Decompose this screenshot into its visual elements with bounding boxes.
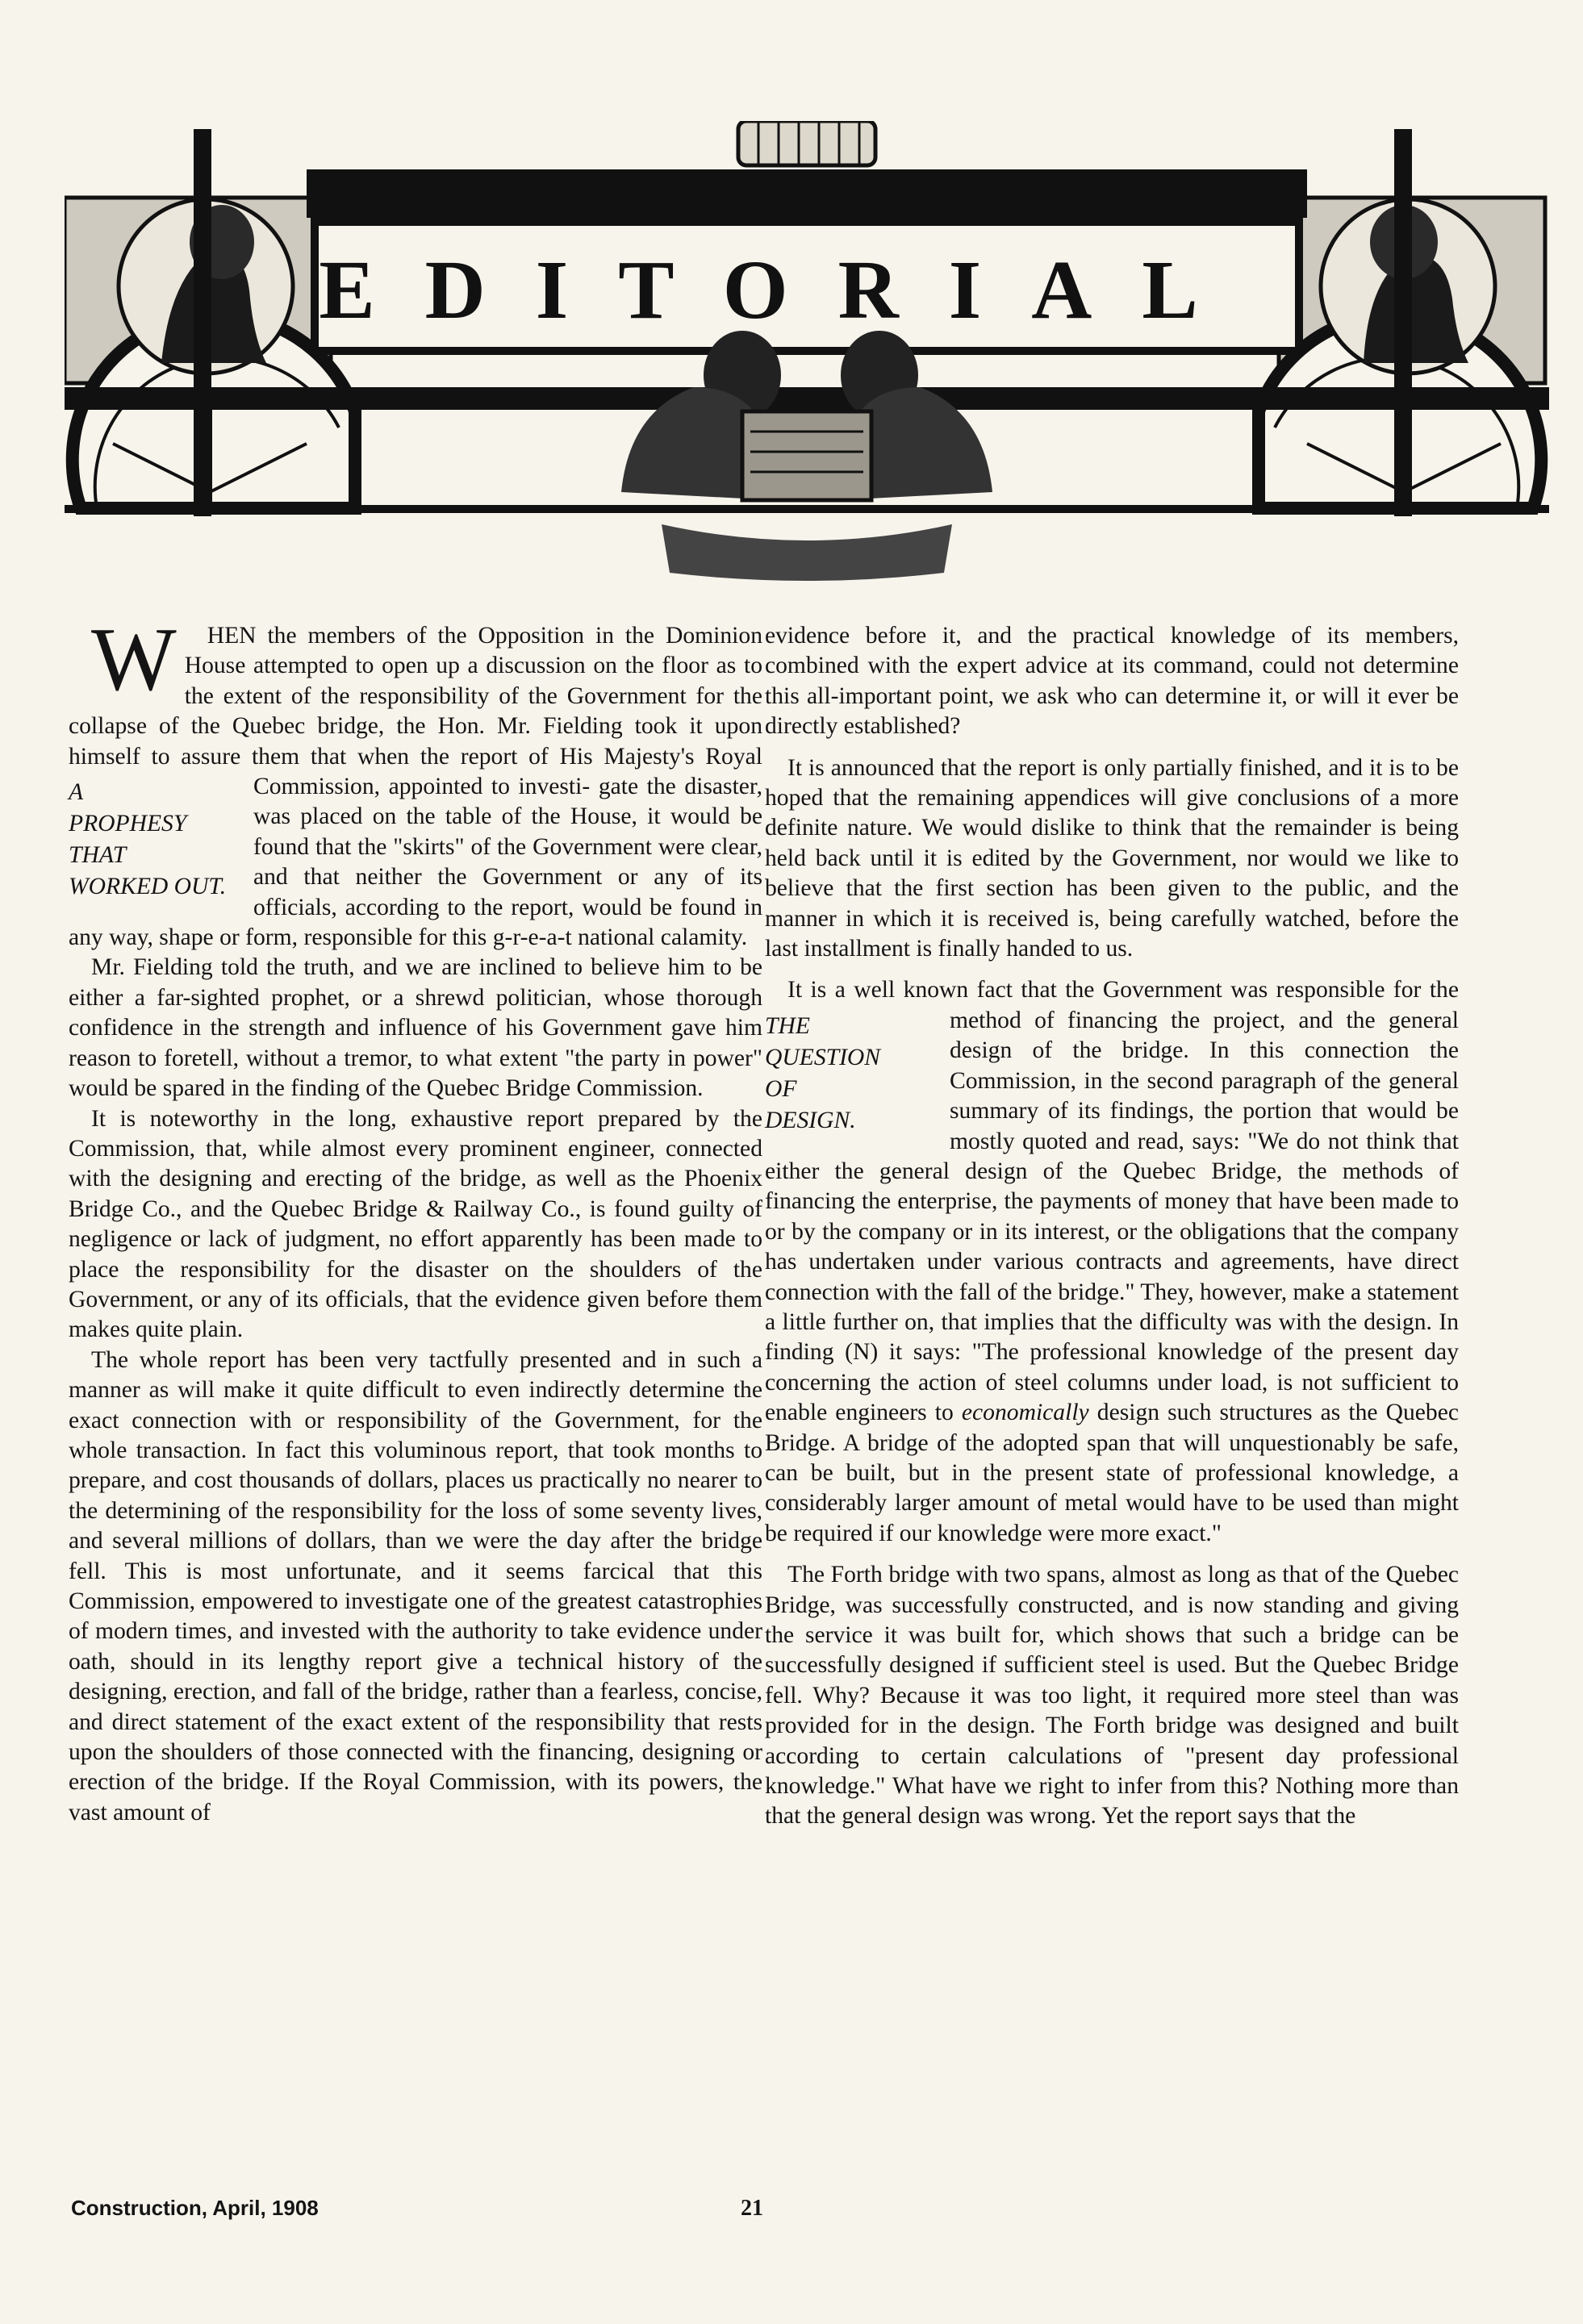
base-rail <box>65 387 1549 410</box>
banner-top-band <box>307 169 1307 218</box>
italic-word: economically <box>961 1400 1089 1426</box>
sidehead-line: A <box>69 779 84 806</box>
publication-footer: Construction, April, 1908 <box>71 2196 319 2220</box>
sidehead-line: THAT <box>69 842 127 869</box>
sidehead-line: QUESTION <box>765 1044 881 1070</box>
sidehead-line: PROPHESY <box>69 811 187 837</box>
left-post <box>194 129 211 516</box>
left-column <box>69 610 762 1828</box>
paragraph-7-body: and the general design of the bridge. In this connection the Commission, in the second paragraph of the general summary of its findings, the portion that would be mostly quoted and read, says: "We do not think that either the general design of the Quebec Bridge, the methods of financing the enterprise, the payments of money that have been made to or by the company or in its interest, or the obligations that the company has undertaken under various contracts and agreements, have direct connection with the fall of the bridge." They, however, make a statement a little further on, that implies that the difficulty was with the design. In finding (N) it says: "The professional knowledge of the present day concerning the action of steel columns under load, is not sufficient to enable engineers to <box>765 1007 1459 1426</box>
drop-cap: W <box>91 610 177 710</box>
paragraph-1-lead: HEN the members of the Opposition in the Dominion House attempted to open up a discussion on the floor as to the extent of the responsibility of the Government for the collapse of the Quebec bridge, the Hon. Mr. Fielding took it upon himself to assure them that when the report of His Majesty's Royal Commission, appointed to investi- <box>69 623 762 800</box>
paragraph-5: evidence before it, and the practical knowledge of its members, combined with the expert advice at its command, could not determine this all-important point, we ask who can determine it, or will it ever be directly established? <box>765 623 1459 740</box>
kneeling-figures <box>621 331 992 581</box>
paragraph-4: The whole report has been very tactfully presented and in such a manner as will make it quite difficult to even indirectly determine the exact connection with or responsibility of the Government, for the whole transaction. In fact this voluminous report, that took months to prepare, and cost thousands of dollars, places us practically no nearer to the determining of the responsibility for the loss of some seventy lives, and several millions of dollars, than we were the day after the bridge fell. This is most unfortunate, and it seems farcical that this Commission, empowered to investigate one of the greatest catastrophies of modern times, and invested with the authority to take evidence under oath, should in its lengthy report give a technical history of the designing, erection, and fall of the bridge, rather than a fearless, concise, and direct statement of the exact extent of the responsibility that rests upon the shoulders of those connected with the financing, designing or erection of the bridge. If the Royal Commission, with its powers, the vast amount of <box>69 1346 762 1825</box>
sidehead-question-of-design <box>765 1011 938 1137</box>
paragraph-8: The Forth bridge with two spans, almost as long as that of the Quebec Bridge, was successfully constructed, and is now standing and giving the service it was built for, which shows that such a bridge can be successfully designed if sufficient steel is used. But the Quebec Bridge fell. Why? Because it was too light, it required more steel than was provided for in the design. The Forth bridge was designed and built according to certain calculations of "present day professional knowledge." What have we right to infer from this? Nothing more than that the general design was wrong. Yet the report says that the <box>765 1562 1459 1830</box>
paragraph-7-lead: It is a well known fact that the Government was responsible for the method of financing the project, <box>787 977 1459 1033</box>
paragraph-1 <box>69 610 762 953</box>
paragraph-7-end: design such structures as the Quebec Bridge. A bridge of the adopted span that will unquestionably be safe, can be built, but in the present state of professional knowledge, a considerably larger amount of metal would have to be used than might be required if our knowledge were more exact." <box>765 1400 1459 1546</box>
sidehead-line: OF <box>765 1075 797 1102</box>
sidehead-prophesy <box>69 777 242 903</box>
paragraph-2: Mr. Fielding told the truth, and we are inclined to believe him to be either a far-sighted prophet, or a shrewd politician, whose thorough confidence in the strength and influence of his Government gave him reason to foretell, without a tremor, to what extent "the party in power" would be spared in the finding of the Quebec Bridge Commission. <box>69 954 762 1102</box>
sidehead-line: WORKED OUT. <box>69 874 227 900</box>
paragraph-3: It is noteworthy in the long, exhaustive report prepared by the Commission, that, while almost every prominent engineer, connected with the designing and erecting of the bridge, as well as the Phoenix Bridge Co., and the Quebec Bridge & Railway Co., is found guilty of negligence or lack of judgment, no effort apparently has been made to place the responsibility for the disaster on the shoulders of the Government, or any of its officials, that the evidence given before them makes quite plain. <box>69 1105 762 1343</box>
paragraph-6: It is announced that the report is only partially finished, and it is to be hoped that the remaining appendices will give conclusions of a more definite nature. We would dislike to think that the remainder is being held back until it is edited by the Government, nor would we like to believe that the first section has been given to the public, and the manner in which it is received is, being carefully watched, before the last installment is finally handed to us. <box>765 754 1459 962</box>
editorial-banner-title: EDITORIAL <box>319 244 1248 336</box>
page-number: 21 <box>741 2196 763 2221</box>
paragraph-1-rest: gate the disaster, was placed on the table of the House, it would be found that the "skirts" of the Government were clear, and that neither the Government or any of its officials, according to the report, would be found in any way, shape or form, responsible for this g-r-e-a-t national calamity. <box>69 774 762 951</box>
editorial-header-illustration <box>65 121 1549 597</box>
right-column <box>765 621 1459 1832</box>
paragraph-7 <box>765 975 1459 1549</box>
right-post <box>1394 129 1412 516</box>
sidehead-line: DESIGN. <box>765 1107 856 1133</box>
sidehead-line: THE <box>765 1012 810 1039</box>
